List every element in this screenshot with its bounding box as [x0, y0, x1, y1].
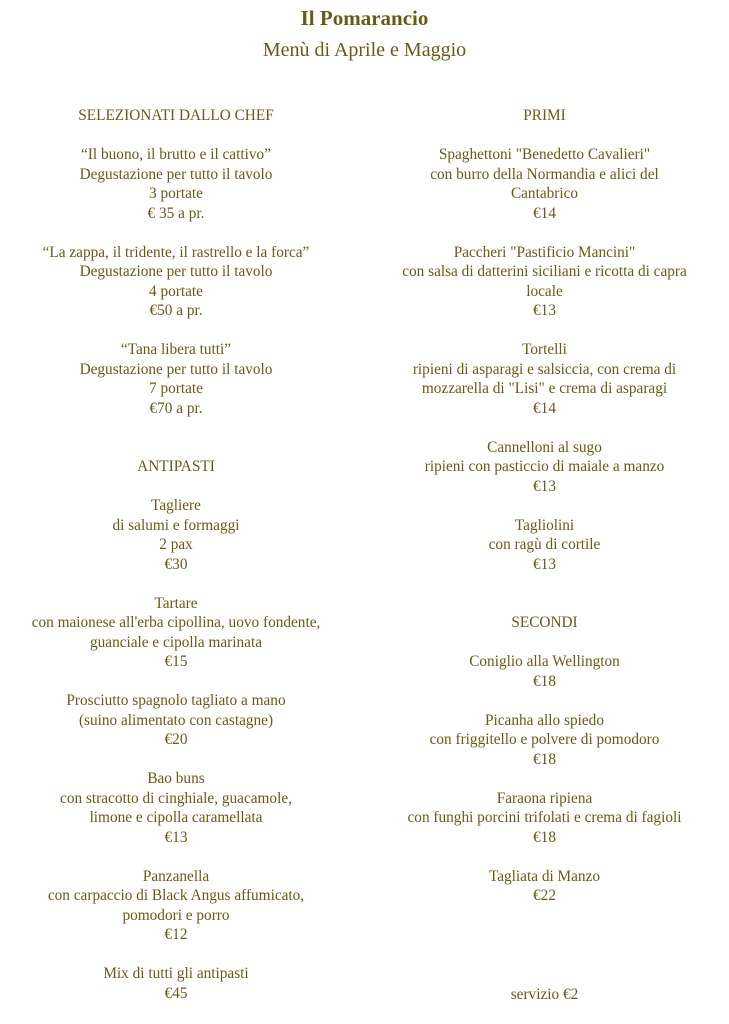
item-description: con maionese all'erba cipollina, uovo fondente,	[31, 614, 321, 631]
item-description: con ragù di cortile	[488, 536, 601, 553]
item-description: 2 pax	[159, 536, 193, 553]
item-price: €13	[164, 828, 188, 846]
item-description: di salumi e formaggi	[112, 516, 240, 534]
item-name: Bao buns	[147, 770, 205, 787]
item-price: € 35 a pr.	[147, 204, 205, 222]
item-price: €14	[533, 399, 556, 417]
item-description: con carpaccio di Black Angus affumicato,	[47, 887, 305, 904]
menu-item	[370, 652, 719, 691]
item-price: €18	[533, 672, 556, 690]
item-name: Picanha allo spiedo	[485, 711, 604, 729]
menu-item	[0, 691, 352, 750]
item-price: €22	[533, 887, 556, 904]
item-name: Faraona ripiena	[496, 789, 593, 807]
item-price: €13	[533, 302, 556, 319]
item-name: Tagliata di Manzo	[488, 867, 601, 885]
menu-item	[0, 594, 352, 672]
item-name: Mix di tutti gli antipasti	[103, 965, 249, 982]
item-price: €14	[533, 204, 556, 222]
item-description: limone e cipolla caramellata	[89, 809, 263, 826]
menu-item	[370, 516, 719, 575]
item-price: €15	[164, 653, 188, 670]
section-heading-secondi: SECONDI	[511, 614, 578, 631]
menu-subtitle: Menù di Aprile e Maggio	[262, 39, 467, 61]
item-description: (suino alimentato con castagne)	[78, 711, 274, 729]
item-name: Coniglio alla Wellington	[469, 653, 620, 670]
menu-item	[370, 243, 719, 321]
section-heading-chef: SELEZIONATI DALLO CHEF	[78, 107, 274, 124]
item-description: con funghi porcini trifolati e crema di fagioli	[407, 809, 682, 826]
menu-item	[370, 340, 719, 418]
item-description: locale	[526, 282, 563, 300]
menu-item	[370, 789, 719, 848]
right-column	[370, 106, 719, 906]
item-name: “Tana libera tutti”	[120, 341, 232, 358]
section-heading-primi: PRIMI	[523, 107, 566, 124]
item-name: Tortelli	[522, 341, 567, 358]
item-description: ripieni con pasticcio di maiale a manzo	[424, 458, 665, 475]
item-description: con stracotto di cinghiale, guacamole,	[60, 789, 292, 807]
item-name: “La zappa, il tridente, il rastrello e la forca”	[42, 243, 310, 261]
menu-item	[0, 243, 352, 321]
item-price: €45	[164, 984, 188, 1002]
item-description: con friggitello e polvere di pomodoro	[429, 731, 660, 748]
item-description: Cantabrico	[510, 185, 579, 202]
item-name: Cannelloni al sugo	[487, 438, 602, 456]
menu-item	[370, 145, 719, 223]
item-price: €13	[533, 477, 556, 495]
item-price: €18	[533, 828, 556, 846]
item-description: pomodori e porro	[122, 906, 230, 924]
item-name: Paccheri "Pastificio Mancini"	[453, 243, 636, 261]
menu-item	[370, 438, 719, 497]
menu-item	[0, 769, 352, 847]
item-name: Tartare	[154, 594, 198, 612]
item-price: €13	[533, 555, 556, 573]
menu-item	[0, 145, 352, 223]
item-name: “Il buono, il brutto e il cattivo”	[81, 146, 271, 163]
service-charge: servizio €2	[510, 986, 579, 1003]
item-description: Degustazione per tutto il tavolo	[79, 165, 273, 183]
menu-item	[0, 340, 352, 418]
item-name: Panzanella	[142, 867, 210, 885]
item-description: 7 portate	[149, 380, 203, 397]
item-description: con burro della Normandia e alici del	[430, 165, 659, 183]
item-price: €30	[164, 555, 188, 573]
item-name: Tagliere	[151, 497, 201, 514]
menu-item	[0, 867, 352, 945]
restaurant-name: Il Pomarancio	[300, 6, 429, 30]
item-description: 4 portate	[149, 282, 203, 300]
left-column	[0, 106, 352, 1003]
menu-item	[370, 711, 719, 770]
item-name: Prosciutto spagnolo tagliato a mano	[66, 692, 286, 709]
item-name: Tagliolini	[514, 516, 575, 534]
menu-item	[370, 867, 719, 906]
item-name: Spaghettoni "Benedetto Cavalieri"	[438, 146, 651, 163]
item-description: Degustazione per tutto il tavolo	[79, 263, 273, 280]
item-price: €18	[533, 750, 556, 768]
item-price: €50 a pr.	[149, 302, 203, 319]
item-price: €12	[164, 926, 188, 943]
menu-item	[0, 964, 352, 1003]
item-price: €20	[164, 731, 188, 748]
section-heading-antipasti: ANTIPASTI	[137, 458, 215, 475]
item-description: Degustazione per tutto il tavolo	[79, 360, 273, 378]
item-description: con salsa di datterini siciliani e ricotta di capra	[402, 263, 687, 280]
menu-item	[0, 496, 352, 574]
item-description: 3 portate	[149, 185, 203, 202]
item-price: €70 a pr.	[149, 399, 203, 417]
item-description: guanciale e cipolla marinata	[89, 633, 262, 651]
item-description: ripieni di asparagi e salsiccia, con crema di	[412, 360, 677, 378]
item-description: mozzarella di "Lisi" e crema di asparagi	[421, 380, 668, 397]
